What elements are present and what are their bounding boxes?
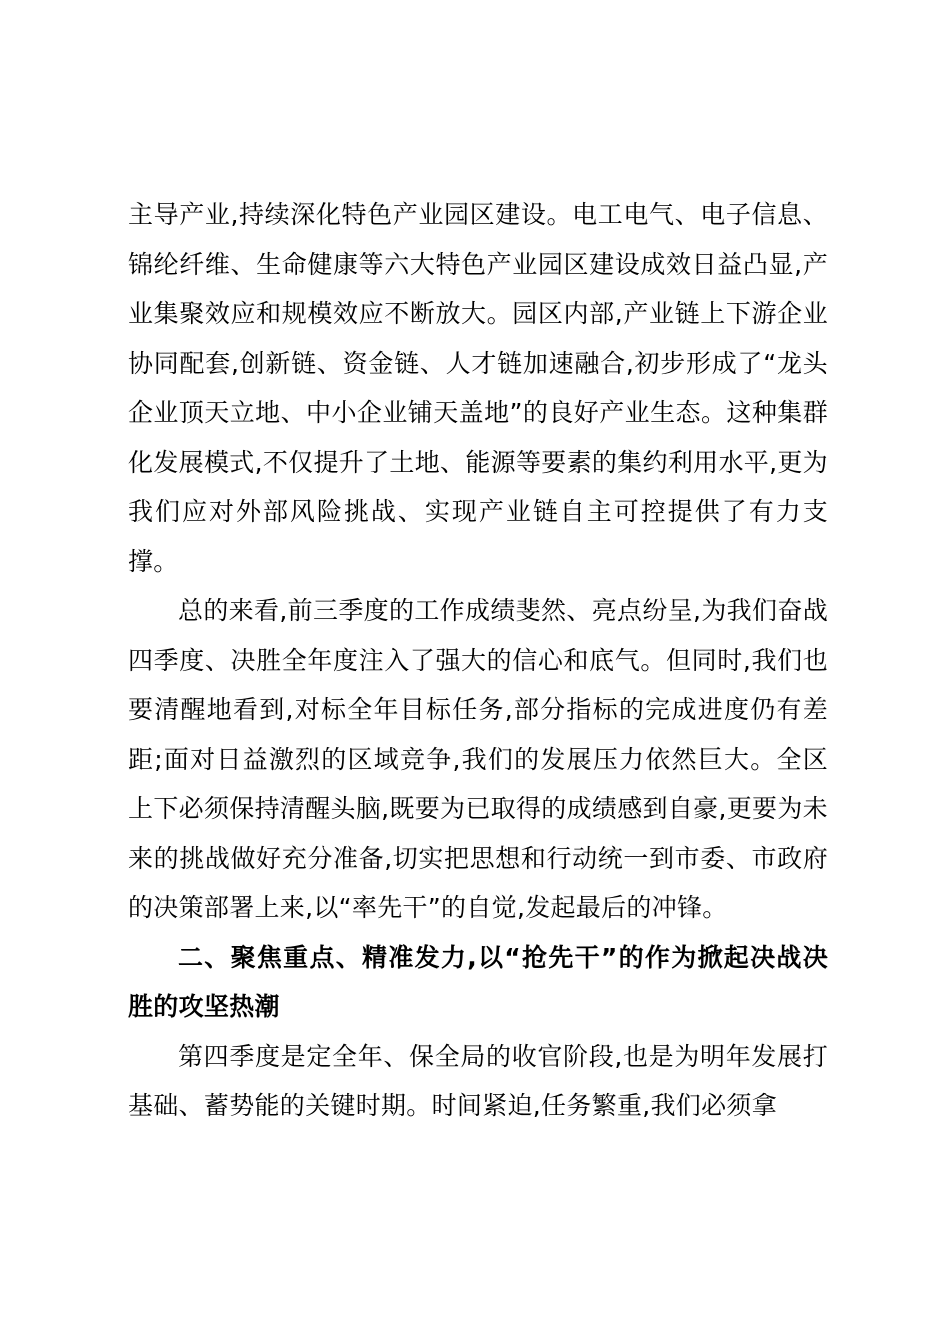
section-heading-two: 二、聚焦重点、精准发力,以“抢先干”的作为掀起决战决胜的攻坚热潮 — [128, 942, 828, 1021]
paragraph-industrial-parks: 主导产业,持续深化特色产业园区建设。电工电气、电子信息、锦纶纤维、生命健康等六大特色产业园区建设成效日益凸显,产业集聚效应和规模效应不断放大。园区内部,产业链上下游企业协同配套,创新链、资金链、人才链加速融合,初步形成了“龙头企业顶天立地、中小企业铺天盖地”的良好产业生态。这种集群化发展模式,不仅提升了土地、能源等要素的集约利用水平,更为我们应对外部风险挑战、实现产业链自主可控提供了有力支撑。 — [128, 200, 828, 576]
document-body — [128, 190, 828, 1131]
paragraph-summary-outlook: 总的来看,前三季度的工作成绩斐然、亮点纷呈,为我们奋战四季度、决胜全年度注入了强大的信心和底气。但同时,我们也要清醒地看到,对标全年目标任务,部分指标的完成进度仍有差距;面对日益激烈的区域竞争,我们的发展压力依然巨大。全区上下必须保持清醒头脑,既要为已取得的成绩感到自豪,更要为未来的挑战做好充分准备,切实把思想和行动统一到市委、市政府的决策部署上来,以“率先干”的自觉,发起最后的冲锋。 — [128, 596, 828, 922]
paragraph-fourth-quarter: 第四季度是定全年、保全局的收官阶段,也是为明年发展打基础、蓄势能的关键时期。时间紧迫,任务繁重,我们必须拿 — [128, 1041, 828, 1120]
